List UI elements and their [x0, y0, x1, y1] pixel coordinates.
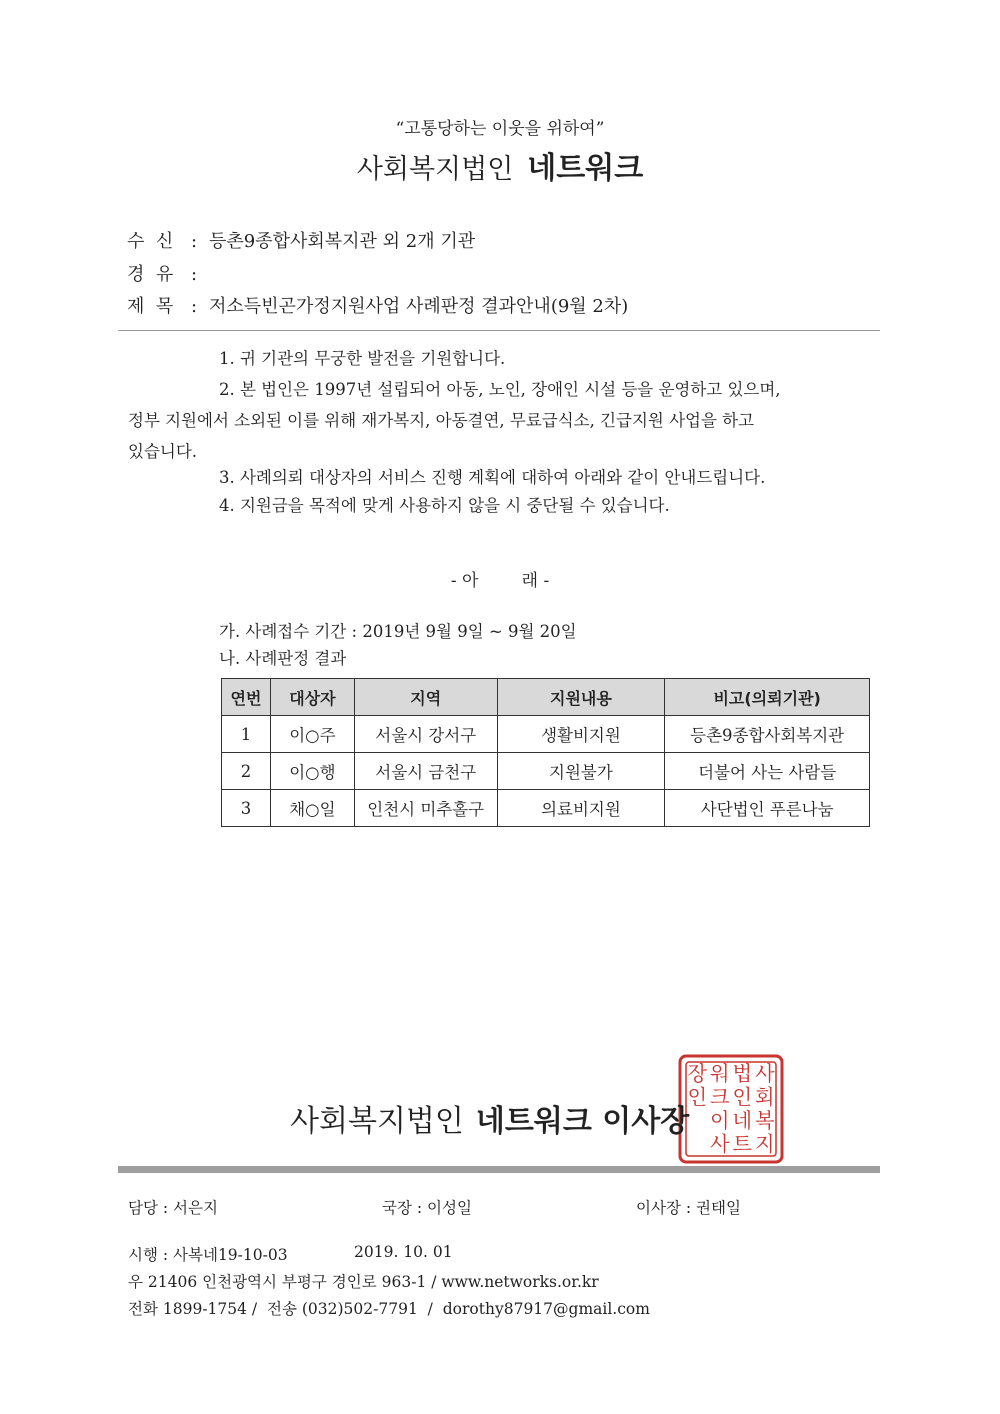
- svg-text:복: 복: [754, 1108, 775, 1133]
- cell-person: 채○일: [270, 790, 354, 827]
- period-line: 가. 사례접수 기간 : 2019년 9월 9일 ~ 9월 20일: [219, 622, 577, 641]
- motto: “고통당하는 이웃을 위하여”: [395, 119, 605, 139]
- recipient-label: 수 신: [127, 231, 174, 252]
- table-row: [222, 716, 870, 753]
- footer-divider: [118, 1166, 880, 1173]
- cell-region: 서울시 금천구: [354, 753, 497, 790]
- colon: :: [191, 231, 198, 252]
- header-cell-region: 지역: [354, 679, 497, 716]
- address-line: 우 21406 인천광역시 부평구 경인로 963-1 / www.networks.or.kr: [128, 1273, 599, 1291]
- cell-support: 지원불가: [497, 753, 665, 790]
- official-seal-icon: [676, 1052, 786, 1166]
- cell-region: 인천시 미추홀구: [354, 790, 497, 827]
- staff-in-charge: 담당 : 서은지: [128, 1199, 218, 1217]
- svg-text:회: 회: [754, 1084, 775, 1109]
- svg-text:네: 네: [732, 1108, 753, 1133]
- cell-note: 등촌9종합사회복지관: [665, 716, 870, 753]
- paragraph-2-line-1: 2. 본 법인은 1997년 설립되어 아동, 노인, 장애인 시설 등을 운영하고 있으며,: [219, 380, 781, 399]
- org-prefix: 사회복지법인: [356, 154, 514, 185]
- recipient-value: 등촌9종합사회복지관 외 2개 기관: [209, 231, 476, 252]
- paragraph-2-line-3: 있습니다.: [128, 442, 198, 461]
- document-date: 2019. 10. 01: [354, 1243, 453, 1261]
- via-row: [127, 260, 209, 286]
- result-title: 나. 사례판정 결과: [219, 649, 347, 668]
- cell-person: 이○주: [270, 716, 354, 753]
- svg-text:인: 인: [732, 1084, 753, 1109]
- org-name: 네트워크: [527, 151, 644, 186]
- cell-region: 서울시 강서구: [354, 716, 497, 753]
- cell-note: 더불어 사는 사람들: [665, 753, 870, 790]
- via-label: 경 유: [127, 264, 174, 285]
- recipient-row: [127, 227, 475, 253]
- svg-text:이: 이: [709, 1108, 730, 1133]
- contact-line: 전화 1899-1754 / 전송 (032)502-7791 / dorothy87917@gmail.com: [128, 1300, 650, 1318]
- cell-no: 2: [222, 753, 271, 790]
- document-number: 시행 : 사복네19-10-03: [128, 1246, 288, 1264]
- cell-no: 3: [222, 790, 271, 827]
- cell-support: 생활비지원: [497, 716, 665, 753]
- svg-text:인: 인: [687, 1084, 708, 1109]
- colon: :: [191, 264, 198, 285]
- colon: :: [191, 296, 198, 317]
- paragraph-3: 3. 사례의뢰 대상자의 서비스 진행 계획에 대하여 아래와 같이 안내드립니다.: [219, 468, 766, 487]
- org-title: [0, 143, 1000, 187]
- header-cell-person: 대상자: [270, 679, 354, 716]
- results-table: [221, 678, 870, 827]
- cell-note: 사단법인 푸른나눔: [665, 790, 870, 827]
- header-cell-no: 연번: [222, 679, 271, 716]
- svg-text:지: 지: [754, 1131, 775, 1156]
- svg-text:사: 사: [709, 1131, 730, 1156]
- subject-row: [127, 292, 628, 318]
- svg-text:트: 트: [732, 1131, 753, 1156]
- table-row: [222, 790, 870, 827]
- header-cell-support: 지원내용: [497, 679, 665, 716]
- svg-text:크: 크: [709, 1084, 730, 1109]
- chairman: 이사장 : 권태일: [636, 1199, 741, 1217]
- paragraph-1: 1. 귀 기관의 무궁한 발전을 기원합니다.: [219, 349, 506, 368]
- svg-text:법: 법: [732, 1061, 753, 1086]
- subject-label: 제 목: [127, 296, 174, 317]
- divider: [118, 330, 880, 331]
- signature-org-prefix: 사회복지법인: [290, 1104, 464, 1139]
- signature-line: [290, 1096, 689, 1140]
- svg-text:사: 사: [754, 1061, 775, 1086]
- signature-org-name: 네트워크 이사장: [475, 1104, 690, 1139]
- cell-support: 의료비지원: [497, 790, 665, 827]
- notice-heading: - 아 래 -: [450, 571, 550, 591]
- subject-value: 저소득빈곤가정지원사업 사례판정 결과안내(9월 2차): [209, 296, 629, 317]
- svg-text:워: 워: [709, 1061, 730, 1086]
- paragraph-4: 4. 지원금을 목적에 맞게 사용하지 않을 시 중단될 수 있습니다.: [219, 496, 670, 515]
- svg-text:장: 장: [687, 1061, 708, 1086]
- table-row: [222, 753, 870, 790]
- paragraph-2-line-2: 정부 지원에서 소외된 이를 위해 재가복지, 아동결연, 무료급식소, 긴급지원 사업을 하고: [128, 411, 755, 430]
- cell-person: 이○행: [270, 753, 354, 790]
- table-header-row: [222, 679, 870, 716]
- cell-no: 1: [222, 716, 271, 753]
- header-cell-note: 비고(의뢰기관): [665, 679, 870, 716]
- director: 국장 : 이성일: [382, 1199, 472, 1217]
